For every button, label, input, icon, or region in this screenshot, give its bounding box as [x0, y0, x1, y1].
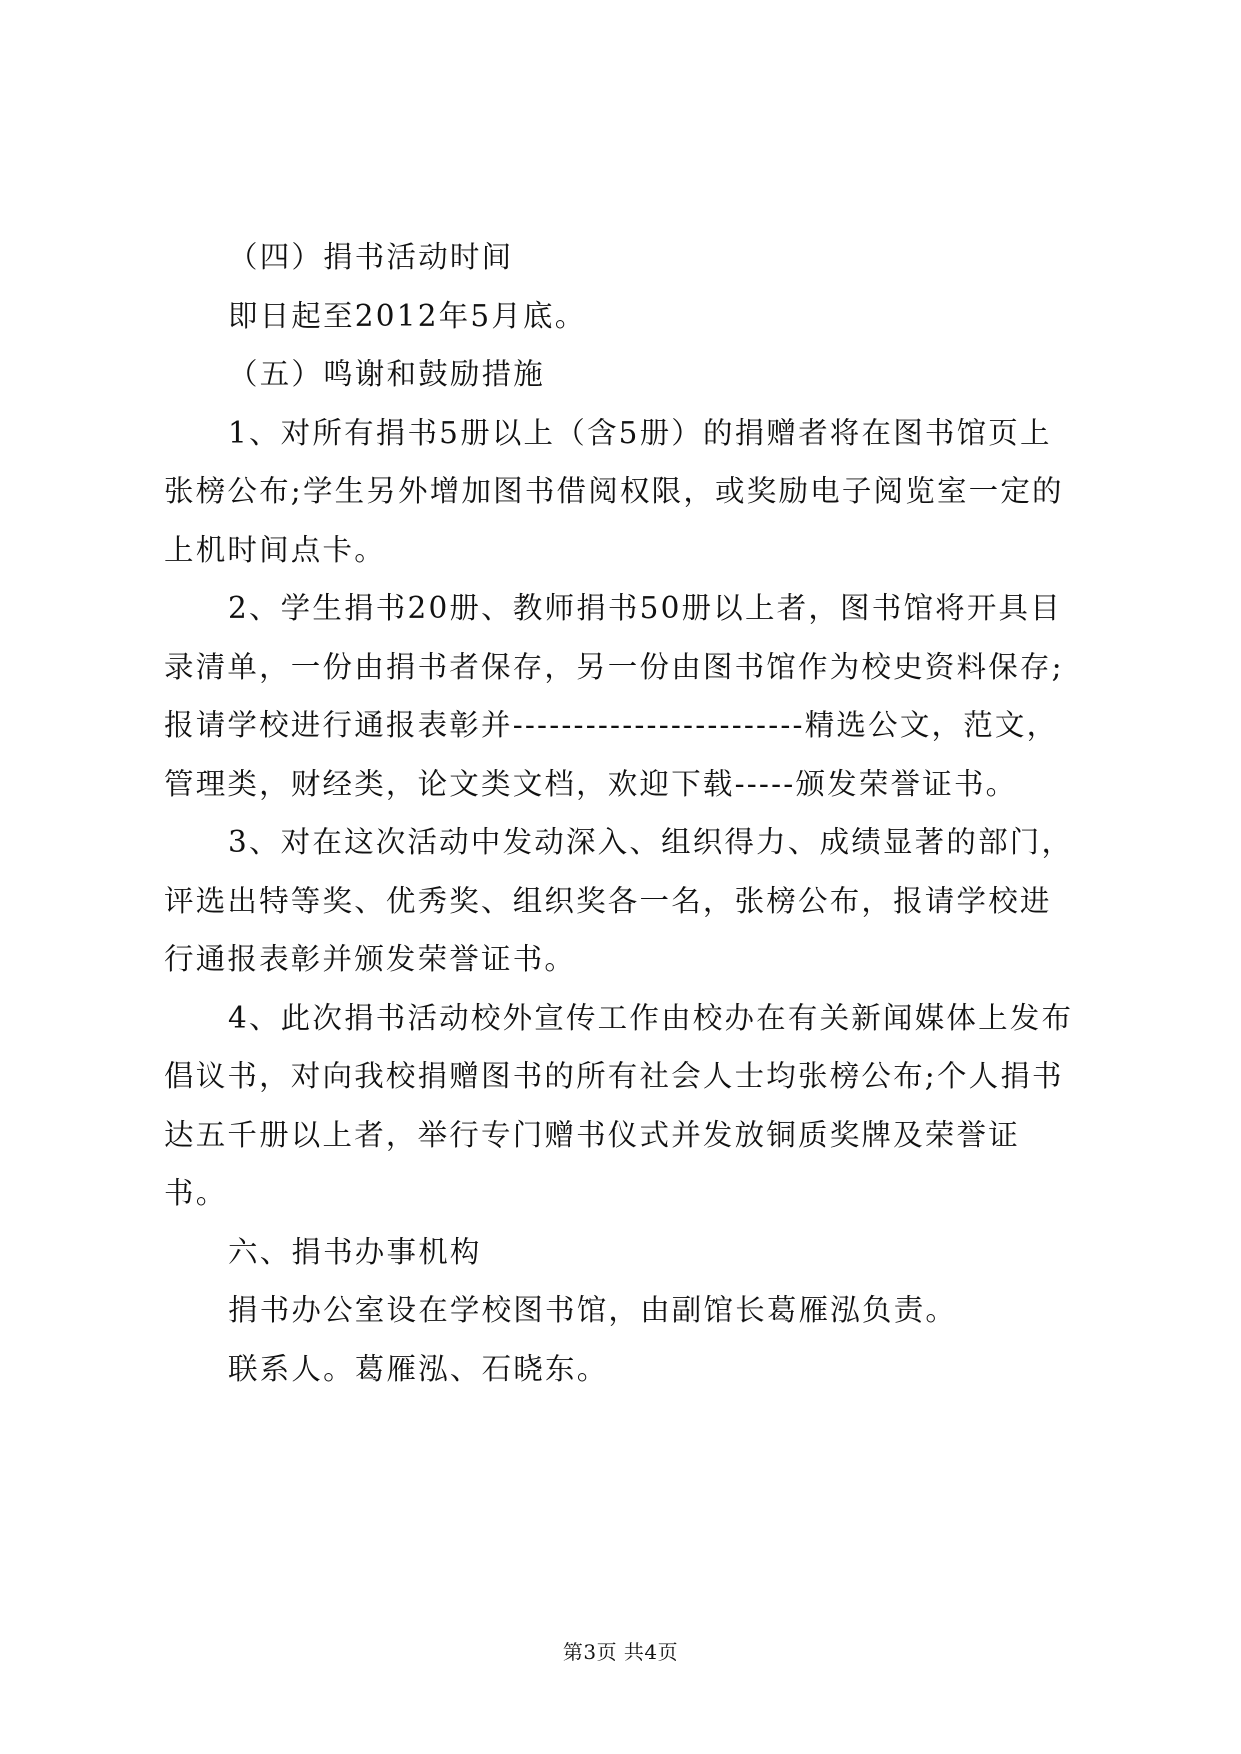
paragraph-time-range: 即日起至2012年5月底。 [228, 298, 587, 333]
paragraph-item-4: 4、此次捐书活动校外宣传工作由校办在有关新闻媒体上发布倡议书，对向我校捐赠图书的所有社会人士均张榜公布;个人捐书达五千册以上者，举行专门赠书仪式并发放铜质奖牌及荣誉证书。 [164, 1000, 1074, 1210]
document-body [164, 228, 1078, 1398]
section-heading-incentives: （五）鸣谢和鼓励措施 [228, 357, 546, 391]
page-number-footer: 第3页 共4页 [562, 1640, 679, 1664]
paragraph-item-1: 1、对所有捐书5册以上（含5册）的捐赠者将在图书馆页上张榜公布;学生另外增加图书借阅权限，或奖励电子阅览室一定的上机时间点卡。 [164, 415, 1064, 567]
section-heading-office: 六、捐书办事机构 [228, 1234, 482, 1269]
paragraph-office: 捐书办公室设在学校图书馆，由副馆长葛雁泓负责。 [228, 1293, 958, 1327]
paragraph-item-2: 2、学生捐书20册、教师捐书50册以上者，图书馆将开具目录清单，一份由捐书者保存，另一份由图书馆作为校史资料保存;报请学校进行通报表彰并------------------------精选公文，范文，管理类，财经类，论文类文档，欢迎下载-----颁发荣誉证书。 [164, 591, 1064, 801]
paragraph-item-3: 3、对在这次活动中发动深入、组织得力、成绩显著的部门，评选出特等奖、优秀奖、组织奖各一名，张榜公布，报请学校进行通报表彰并颁发荣誉证书。 [164, 825, 1074, 976]
paragraph-contacts: 联系人。葛雁泓、石晓东。 [228, 1351, 609, 1386]
section-heading-time: （四）捐书活动时间 [228, 240, 514, 274]
